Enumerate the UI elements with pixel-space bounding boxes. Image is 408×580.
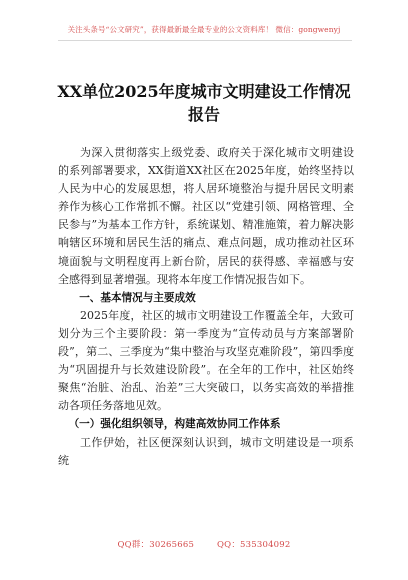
document-title-line2: 报告 bbox=[187, 105, 220, 124]
document-body bbox=[58, 144, 354, 470]
header-divider bbox=[58, 40, 352, 41]
intro-paragraph: 为深入贯彻落实上级党委、政府关于深化城市文明建设的系列部署要求，XX街道XX社区在2025年度，始终坚持以人民为中心的发展思想，将人居环境整治与提升居民文明素养作为核心工作常抓不懈。社区以“党建引领、网格管理、全民参与”为基本工作方针，系统谋划、精准施策，着力解决影响辖区环境和居民生活的痛点、难点问题，成功推动社区环境面貌与文明程度再上新台阶，居民的获得感、幸福感与安全感得到显著增强。现将本年度工作情况报告如下。 bbox=[58, 146, 354, 286]
header-promo-note: 关注头条号“公文研究”，获得最新最全最专业的公文资料库！ 微信：gongwenyj bbox=[67, 25, 341, 34]
section-heading-1: 一、基本情况与主要成效 bbox=[79, 291, 196, 304]
footer-contact bbox=[0, 538, 408, 550]
section-1-paragraph: 2025年度，社区的城市文明建设工作覆盖全年，大致可划分为三个主要阶段：第一季度为“宣传动员与方案部署阶段”，第二、三季度为“集中整治与攻坚克难阶段”，第四季度为“巩固提升与长效建设阶段”。在全年的工作中，社区始终聚焦“治脏、治乱、治差”三大突破口，以务实高效的举措推动各项任务落地见效。 bbox=[58, 308, 354, 413]
subsection-1-paragraph: 工作伊始，社区便深刻认识到，城市文明建设是一项系统 bbox=[58, 435, 354, 467]
document-title-line1: XX单位2025年度城市文明建设工作情况 bbox=[57, 82, 351, 101]
subsection-heading-1: （一）强化组织领导，构建高效协同工作体系 bbox=[68, 418, 281, 431]
footer-qq-group: QQ群：30265665 bbox=[117, 540, 195, 550]
footer-qq-number: QQ：535304092 bbox=[217, 540, 291, 550]
